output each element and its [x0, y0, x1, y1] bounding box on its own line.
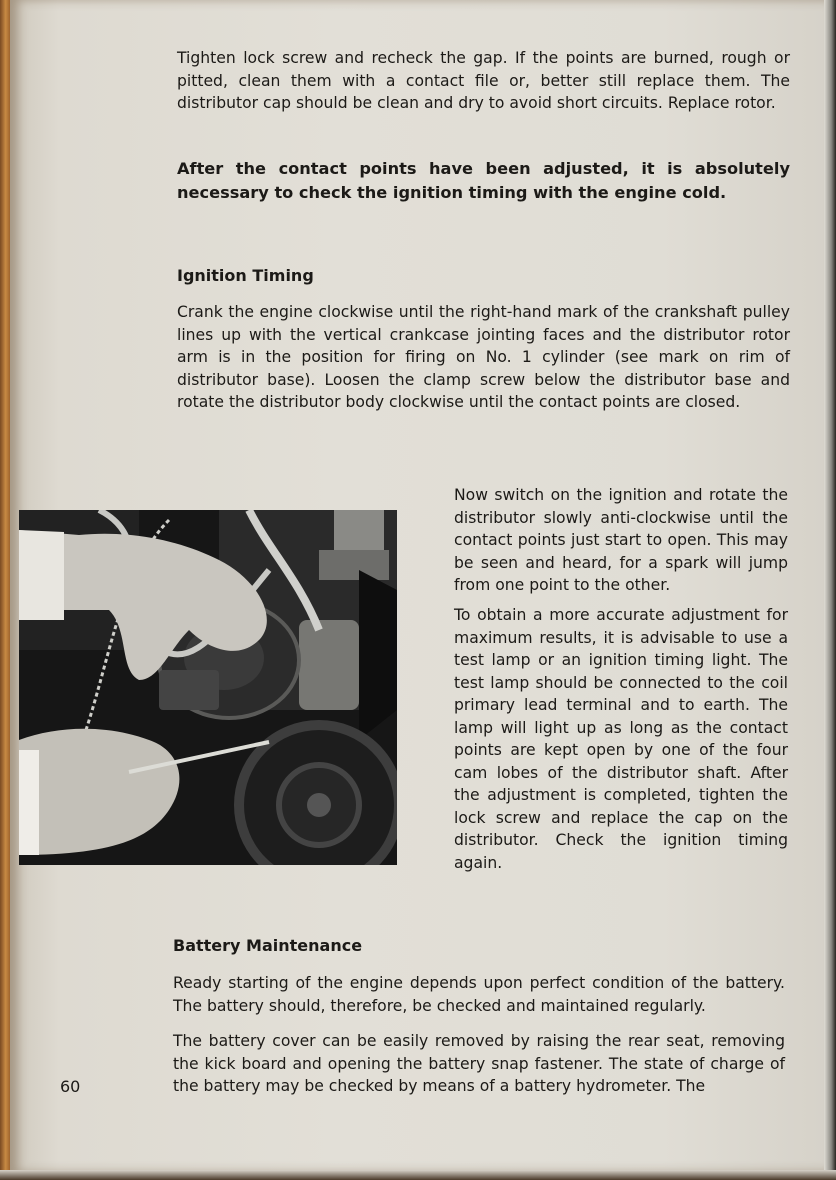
paragraph-contact-points: Tighten lock screw and recheck the gap. If the points are burned, rough or pitted, clean them with a contact file or, better still replace them. The distributor cap should be clean and dry to avoid short circuits. Replace rotor.	[177, 49, 790, 112]
paragraph-timing-warning: After the contact points have been adjusted, it is absolutely necessary to check the ignition timing with the engine cold.	[177, 159, 790, 202]
distributor-photo	[19, 510, 397, 865]
paragraph-crank-engine: Crank the engine clockwise until the right-hand mark of the crankshaft pulley lines up with the vertical crankcase jointing faces and the distributor rotor arm is in the position for firing on No. 1 cylinder (see mark on rim of distributor base). Loosen the clamp screw below the distributor base and rotate the distributor body clockwise until the contact points are closed.	[177, 303, 790, 411]
paragraph-battery-condition: Ready starting of the engine depends upon perfect condition of the battery. The battery should, therefore, be checked and maintained regularly.	[173, 974, 785, 1015]
page-bottom-edge	[0, 1170, 836, 1180]
heading-ignition-timing: Ignition Timing	[177, 266, 314, 285]
paragraph-battery-cover: The battery cover can be easily removed by raising the rear seat, removing the kick board and opening the battery snap fastener. The state of charge of the battery may be checked by means of a battery hydrometer. The	[173, 1032, 785, 1095]
heading-battery-maintenance: Battery Maintenance	[173, 936, 363, 955]
page-right-edge	[824, 0, 836, 1180]
paragraph-rotate-distributor: Now switch on the ignition and rotate the distributor slowly anti-clockwise until the contact points just start to open. This may be seen and heard, for a spark will jump from one point to the other.	[454, 486, 788, 594]
paragraph-test-lamp: To obtain a more accurate adjustment for maximum results, it is advisable to use a test lamp or an ignition timing light. The test lamp should be connected to the coil primary lead terminal and to earth. The lamp will light up as long as the contact points are kept open by one of the four cam lobes of the distributor shaft. After the adjustment is completed, tighten the lock screw and replace the cap on the distributor. Check the ignition timing again.	[454, 606, 788, 872]
page-number: 60	[60, 1077, 81, 1096]
